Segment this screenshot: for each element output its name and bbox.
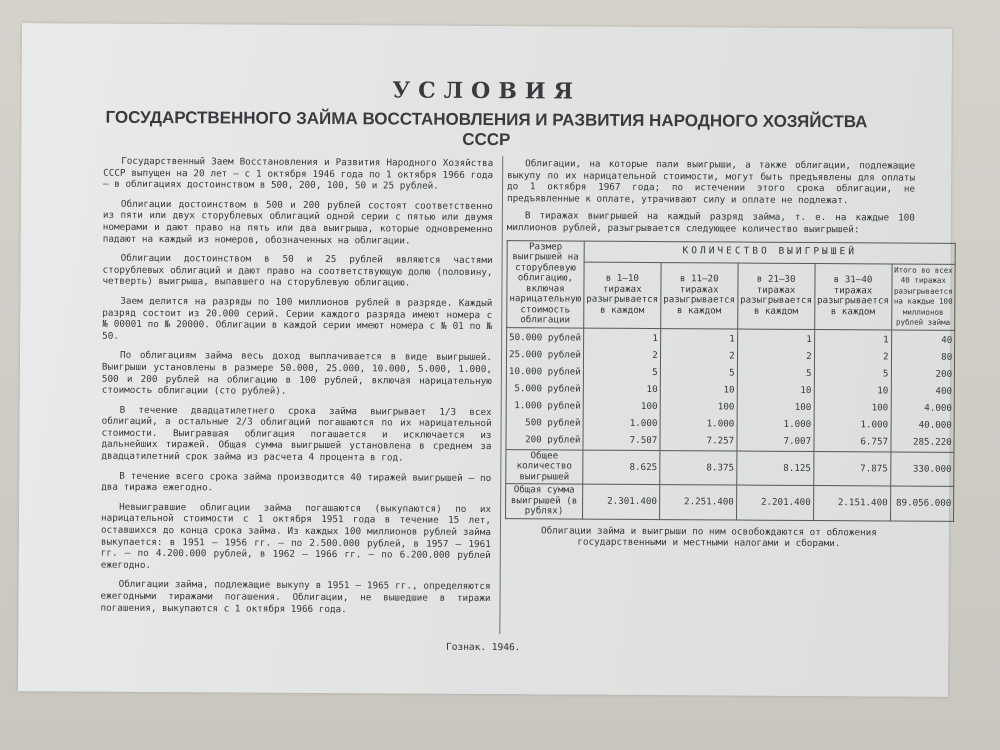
cell: 1 <box>737 329 814 349</box>
row-label: Общее количество выигрышей <box>506 449 583 484</box>
totals-row <box>506 449 954 486</box>
column-header: в 1—10 тиражах разыгрывается в каждом <box>584 262 661 328</box>
cell: 2.151.400 <box>813 486 890 521</box>
totals-row <box>506 484 954 521</box>
cell: 2.251.400 <box>659 485 736 520</box>
cell: 80 <box>891 349 955 366</box>
cell: 2 <box>737 348 814 365</box>
row-label: 500 рублей <box>506 415 583 432</box>
paragraph: Облигации, на которые пали выигрыши, а также облигации, подлежащие выкупу по их нарицательной стоимости, могут быть предъявлены для оплаты до 1 октября 1967 года; по истечении этого срока облигации, не предъявленные к оплате, утрачивают силу и оплате не подлежат. <box>506 158 916 206</box>
group-header: КОЛИЧЕСТВО ВЫИГРЫШЕЙ <box>584 241 955 264</box>
row-label: 25.000 рублей <box>506 347 583 364</box>
cell: 5 <box>814 366 891 383</box>
cell: 8.125 <box>736 451 813 486</box>
cell: 100 <box>737 399 814 416</box>
cell: 285.220 <box>890 434 954 452</box>
row-label: 5.000 рублей <box>506 381 583 398</box>
cell: 8.625 <box>583 450 660 485</box>
document-subtitle: ГОСУДАРСТВЕННОГО ЗАЙМА ВОССТАНОВЛЕНИЯ И РАЗВИТИЯ НАРОДНОГО ХОЗЯЙСТВА СССР <box>105 107 868 150</box>
printer-imprint: Гознак. 1946. <box>446 641 521 654</box>
column-header: в 11—20 тиражах разыгрывается в каждом <box>661 262 738 328</box>
winnings-table <box>505 240 956 522</box>
cell: 5 <box>737 365 814 382</box>
cell: 2.201.400 <box>736 485 813 520</box>
column-header: в 21—30 тиражах разыгрывается в каждом <box>737 263 814 329</box>
bond-sheet <box>18 23 952 697</box>
cell: 100 <box>814 400 891 417</box>
cell: 1.000 <box>814 417 891 434</box>
cell: 89.056.000 <box>890 486 954 521</box>
cell: 100 <box>583 398 660 415</box>
cell: 4.000 <box>891 400 955 417</box>
cell: 7.007 <box>737 433 814 451</box>
cell: 1 <box>660 328 737 348</box>
cell: 8.375 <box>660 450 737 485</box>
cell: 1.000 <box>660 416 737 433</box>
cell: 2 <box>814 349 891 366</box>
paragraph: Заем делится на разряды по 100 миллионов рублей в разряде. Каждый разряд состоит из 20.000 серий. Серии каждого разряда имеют номера с № 00001 по № 20000. Облигации в каждой серии имеют номера с № 01 по № 50. <box>102 295 493 342</box>
cell: 100 <box>660 399 737 416</box>
cell: 10 <box>737 382 814 399</box>
cell: 2 <box>660 348 737 365</box>
cell: 400 <box>891 383 955 400</box>
column-divider <box>499 156 503 634</box>
cell: 5 <box>660 365 737 382</box>
cell: 1.000 <box>583 415 660 432</box>
paragraph: В тиражах выигрышей на каждый разряд займа, т. е. на каждые 100 миллионов рублей, разыгрывается следующее количество выигрышей: <box>506 210 915 236</box>
cell: 40 <box>891 330 955 350</box>
cell: 1.000 <box>737 416 814 433</box>
document-title: УСЛОВИЯ <box>392 77 582 105</box>
cell: 7.875 <box>813 451 890 486</box>
cell: 2 <box>583 347 660 364</box>
cell: 2.301.400 <box>582 484 659 519</box>
tax-exemption-note: Облигации займа и выигрыши по ним освобождаются от обложения государственными и местными налогами и сборами. <box>541 524 877 550</box>
row-label: 200 рублей <box>506 432 583 450</box>
paragraph: Невыигравшие облигации займа погашаются (выкупаются) по их нарицательной стоимости с 1 октября 1951 года в течение 15 лет, оставшихся до конца срока займа. Из каждых 100 миллионов рублей займа выкупается: в 1951 — 1956 гг. — по 2.500.000 рублей, в 1957 — 1961 гг. — по 4.200.000 рублей, в 1962 — 1966 гг. — по 6.200.000 рублей ежегодно. <box>100 501 492 571</box>
cell: 1 <box>814 329 891 349</box>
paragraph: По облигациям займа весь доход выплачивается в виде выигрышей. Выигрыши установлены в размере 50.000, 25.000, 10.000, 5.000, 1.000, 500 и 200 рублей на облигацию в 100 рублей, включая нарицательную стоимость облигации (сто рублей). <box>101 350 493 397</box>
cell: 7.257 <box>660 433 737 451</box>
size-header: Размер выигрышей на сторублевую облигацию, включая нарицательную стоимость облигации <box>507 240 584 327</box>
paragraph: Государственный Заем Восстановления и Развития Народного Хозяйства СССР выпущен на 20 лет — с 1 октября 1946 года по 1 октября 1966 года — в облигациях достоинством в 500, 200, 100, 50 и 25 рублей. <box>103 155 494 192</box>
row-label: 50.000 рублей <box>507 327 584 347</box>
cell: 7.507 <box>583 432 660 450</box>
cell: 5 <box>583 364 660 381</box>
paragraph: В течение всего срока займа производится 40 тиражей выигрышей — по два тиража ежегодно. <box>101 470 492 494</box>
paragraph: В течение двадцатилетнего срока займа выигрывает 1/3 всех облигаций, а остальные 2/3 облигаций погашаются по их нарицательной стоимости. Выигравшая облигация погашается и исключается из дальнейших тиражей. Общая сумма выигрышей установлена в среднем за двадцатилетний срок займа из расчета 4 процента в год. <box>101 404 492 464</box>
left-column <box>100 156 493 625</box>
column-header: в 31—40 тиражах разыгрывается в каждом <box>814 263 891 329</box>
table-row <box>507 327 955 349</box>
cell: 10 <box>660 382 737 399</box>
right-column <box>505 158 953 550</box>
cell: 200 <box>891 366 955 383</box>
row-label: Общая сумма выигрышей (в рублях) <box>506 484 583 519</box>
row-label: 10.000 рублей <box>506 364 583 381</box>
cell: 40.000 <box>891 417 955 434</box>
paragraph: Облигации достоинством в 50 и 25 рублей являются частями сторублевых облигаций и дают право на соответствующую долю (половину, четверть) выигрыша, выпавшего на сторублевую облигацию. <box>102 252 493 289</box>
paragraph: Облигации займа, подлежащие выкупу в 1951 — 1965 гг., определяются ежегодными тиражами погашения. Облигации, не вышедшие в тиражи погашения, выкупаются с 1 октября 1966 года. <box>100 579 491 615</box>
paragraph: Облигации достоинством в 500 и 200 рублей состоят соответственно из пяти или двух сторублевых облигаций одной серии с пятью или двумя номерами и дают право на пять или два выигрыша, которые одновременно падают на каждый из номеров, обозначенных на облигации. <box>102 198 493 247</box>
cell: 6.757 <box>814 434 891 452</box>
row-label: 1.000 рублей <box>506 398 583 415</box>
total-column-header: Итого во всех 40 тиражах разыгрывается на каждые 100 миллионов рублей займа <box>891 264 955 330</box>
cell: 10 <box>583 381 660 398</box>
cell: 10 <box>814 383 891 400</box>
cell: 1 <box>583 328 660 348</box>
cell: 330.000 <box>890 452 954 487</box>
